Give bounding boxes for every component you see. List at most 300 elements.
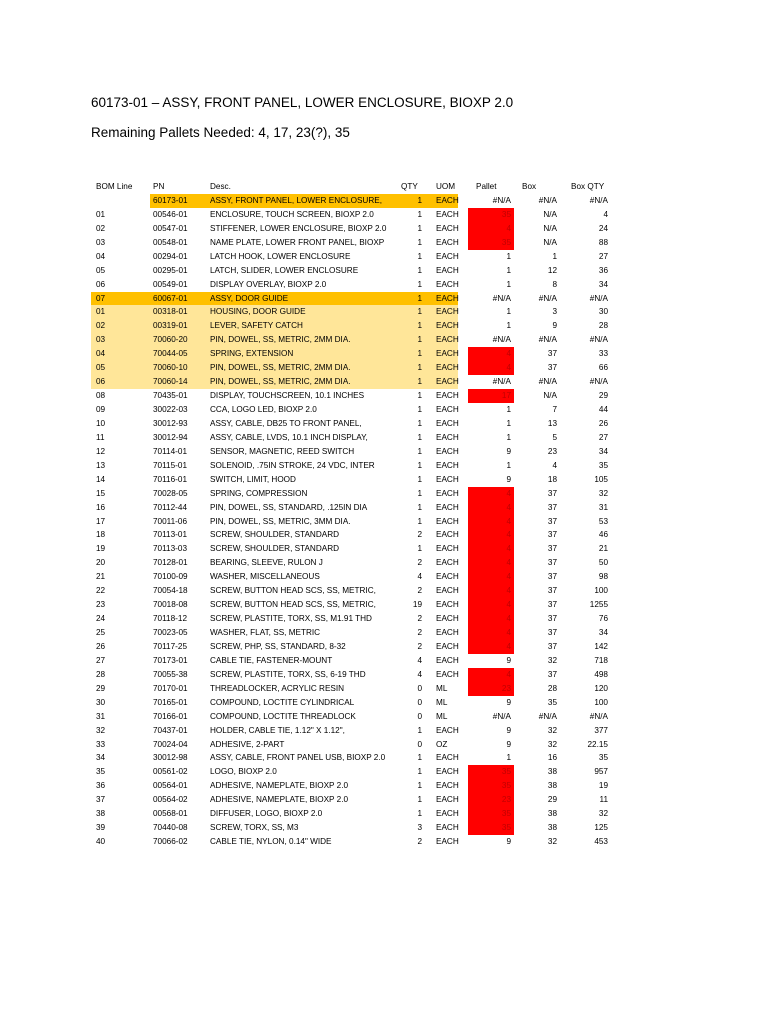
pn-cell: 70024-04 (153, 739, 188, 749)
box-cell: 28 (547, 683, 557, 693)
desc-cell: SWITCH, LIMIT, HOOD (210, 474, 296, 484)
uom-cell: EACH (436, 265, 459, 275)
box-cell: 32 (547, 655, 557, 665)
table-row (0, 292, 768, 306)
box-cell: 37 (547, 586, 557, 596)
box-cell: 37 (547, 558, 557, 568)
pn-cell: 70060-14 (153, 377, 188, 387)
uom-cell: EACH (436, 335, 459, 345)
table-row (0, 459, 768, 473)
box-cell: 37 (547, 600, 557, 610)
desc-cell: COMPOUND, LOCTITE CYLINDRICAL (210, 697, 355, 707)
pallet-cell: 4 (468, 501, 514, 515)
box-qty-cell: 44 (598, 405, 608, 414)
desc-cell: LATCH HOOK, LOWER ENCLOSURE (210, 251, 351, 261)
pallet-cell: #N/A (492, 293, 511, 303)
desc-cell: CCA, LOGO LED, BIOXP 2.0 (210, 405, 317, 414)
box-cell: N/A (543, 391, 557, 401)
qty-cell: 1 (417, 502, 422, 512)
desc-cell: SCREW, BUTTON HEAD SCS, SS, METRIC, (210, 600, 376, 610)
box-qty-cell: 22.15 (587, 739, 608, 749)
box-cell: 12 (547, 265, 557, 275)
box-cell: 37 (547, 363, 557, 373)
box-qty-cell: 30 (598, 307, 608, 317)
uom-cell: EACH (436, 405, 459, 414)
pn-cell: 70023-05 (153, 628, 188, 637)
desc-cell: SENSOR, MAGNETIC, REED SWITCH (210, 446, 355, 456)
box-qty-cell: 27 (598, 432, 608, 442)
qty-cell: 1 (417, 544, 422, 554)
bom-line-cell: 33 (96, 739, 106, 749)
box-qty-cell: 35 (598, 460, 608, 470)
document-title: 60173-01 – ASSY, FRONT PANEL, LOWER ENCLOSURE, BIOXP 2.0 (91, 95, 514, 110)
table-row (0, 682, 768, 696)
box-cell: 35 (547, 697, 557, 707)
header-box: Box (522, 182, 537, 191)
desc-cell: SCREW, TORX, SS, M3 (210, 823, 299, 833)
qty-cell: 1 (417, 377, 422, 387)
box-cell: 37 (547, 641, 557, 651)
box-qty-cell: 100 (594, 697, 608, 707)
uom-cell: EACH (436, 446, 459, 456)
table-row (0, 598, 768, 612)
bom-line-cell: 04 (96, 251, 106, 261)
pallet-cell: 35 (468, 765, 514, 779)
desc-cell: PIN, DOWEL, SS, METRIC, 2MM DIA. (210, 335, 351, 345)
pn-cell: 60067-01 (153, 293, 188, 303)
bom-line-cell: 25 (96, 628, 106, 637)
pallet-cell: #N/A (492, 335, 511, 345)
box-qty-cell: 26 (598, 418, 608, 428)
table-row (0, 640, 768, 654)
uom-cell: EACH (436, 418, 459, 428)
bom-line-cell: 32 (96, 725, 106, 735)
box-cell: 29 (547, 795, 557, 805)
uom-cell: EACH (436, 600, 459, 610)
bom-line-cell: 29 (96, 683, 106, 693)
uom-cell: EACH (436, 767, 459, 777)
table-row (0, 612, 768, 626)
table-row (0, 835, 768, 849)
pn-cell: 70055-38 (153, 669, 188, 679)
pallet-cell: 4 (468, 668, 514, 682)
uom-cell: EACH (436, 614, 459, 624)
uom-cell: EACH (436, 544, 459, 554)
uom-cell: EACH (436, 586, 459, 596)
pn-cell: 70173-01 (153, 655, 188, 665)
uom-cell: EACH (436, 223, 459, 233)
box-qty-cell: 34 (598, 446, 608, 456)
desc-cell: ASSY, DOOR GUIDE (210, 293, 289, 303)
pallet-cell: 4 (468, 347, 514, 361)
pallet-cell: 1 (506, 321, 511, 331)
pallet-cell: 1 (506, 251, 511, 261)
qty-cell: 1 (417, 474, 422, 484)
bom-line-cell: 40 (96, 837, 106, 847)
bom-line-cell: 20 (96, 558, 106, 568)
uom-cell: EACH (436, 488, 459, 498)
box-cell: 38 (547, 781, 557, 791)
desc-cell: PIN, DOWEL, SS, METRIC, 2MM DIA. (210, 377, 351, 387)
bom-line-cell: 21 (96, 572, 106, 582)
pallet-cell: 4 (468, 570, 514, 584)
qty-cell: 1 (417, 391, 422, 401)
bom-line-cell: 03 (96, 335, 106, 345)
desc-cell: THREADLOCKER, ACRYLIC RESIN (210, 683, 345, 693)
qty-cell: 2 (417, 837, 422, 847)
table-row (0, 236, 768, 250)
table-row (0, 570, 768, 584)
pn-cell: 70166-01 (153, 711, 188, 721)
bom-line-cell: 09 (96, 405, 106, 414)
box-qty-cell: #N/A (589, 293, 608, 303)
pn-cell: 00548-01 (153, 237, 188, 247)
qty-cell: 1 (417, 209, 422, 219)
pn-cell: 70066-02 (153, 837, 188, 847)
box-cell: 37 (547, 669, 557, 679)
table-row (0, 361, 768, 375)
qty-cell: 3 (417, 823, 422, 833)
uom-cell: EACH (436, 823, 459, 833)
pn-cell: 00318-01 (153, 307, 188, 317)
table-row (0, 194, 768, 208)
table-row (0, 751, 768, 765)
pn-cell: 70112-44 (153, 502, 187, 512)
bom-line-cell: 11 (96, 432, 105, 442)
box-cell: 8 (552, 279, 557, 289)
qty-cell: 1 (417, 293, 422, 303)
pallet-cell: 1 (506, 460, 511, 470)
bom-line-cell: 30 (96, 697, 106, 707)
bom-line-cell: 23 (96, 600, 106, 610)
bom-line-cell: 03 (96, 237, 106, 247)
box-cell: 37 (547, 572, 557, 582)
box-qty-cell: 28 (598, 321, 608, 331)
box-cell: #N/A (538, 293, 557, 303)
qty-cell: 1 (417, 279, 422, 289)
bom-line-cell: 26 (96, 641, 106, 651)
box-cell: 37 (547, 516, 557, 526)
header-pallet: Pallet (476, 182, 497, 191)
box-qty-cell: 21 (598, 544, 608, 554)
bom-line-cell: 38 (96, 809, 106, 819)
uom-cell: EACH (436, 572, 459, 582)
box-cell: N/A (543, 223, 557, 233)
box-qty-cell: 50 (598, 558, 608, 568)
bom-line-cell: 05 (96, 265, 106, 275)
uom-cell: EACH (436, 502, 459, 512)
table-row (0, 501, 768, 515)
uom-cell: EACH (436, 753, 459, 763)
box-cell: 16 (547, 753, 557, 763)
qty-cell: 4 (417, 655, 422, 665)
desc-cell: STIFFENER, LOWER ENCLOSURE, BIOXP 2.0 (210, 223, 387, 233)
box-cell: #N/A (538, 377, 557, 387)
table-row (0, 319, 768, 333)
box-qty-cell: 105 (594, 474, 608, 484)
table-row (0, 779, 768, 793)
table-row (0, 389, 768, 403)
qty-cell: 1 (417, 432, 422, 442)
table-row (0, 710, 768, 724)
uom-cell: EACH (436, 237, 459, 247)
uom-cell: EACH (436, 781, 459, 791)
bom-line-cell: 04 (96, 349, 106, 359)
table-row (0, 542, 768, 556)
desc-cell: WASHER, MISCELLANEOUS (210, 572, 320, 582)
bom-table (0, 180, 768, 849)
qty-cell: 1 (417, 725, 422, 735)
desc-cell: ASSY, CABLE, FRONT PANEL USB, BIOXP 2.0 (210, 753, 386, 763)
box-qty-cell: 29 (598, 391, 608, 401)
qty-cell: 1 (417, 809, 422, 819)
uom-cell: EACH (436, 641, 459, 651)
qty-cell: 1 (417, 363, 422, 373)
pn-cell: 70060-20 (153, 335, 188, 345)
qty-cell: 2 (417, 628, 422, 637)
pallet-cell: 35 (468, 779, 514, 793)
qty-cell: 2 (417, 586, 422, 596)
pallet-cell: 4 (468, 542, 514, 556)
desc-cell: LATCH, SLIDER, LOWER ENCLOSURE (210, 265, 359, 275)
pn-cell: 70170-01 (153, 683, 188, 693)
pallet-cell: 1 (506, 265, 511, 275)
box-qty-cell: 36 (598, 265, 608, 275)
qty-cell: 1 (417, 195, 422, 205)
box-cell: 1 (552, 251, 557, 261)
bom-table-header (0, 180, 768, 194)
box-qty-cell: 142 (594, 641, 608, 651)
box-cell: 32 (547, 837, 557, 847)
box-cell: #N/A (538, 711, 557, 721)
pallet-cell: 4 (468, 598, 514, 612)
pn-cell: 30012-94 (153, 432, 188, 442)
box-qty-cell: 34 (598, 628, 608, 637)
box-cell: 9 (552, 321, 557, 331)
pallet-cell: 9 (506, 837, 511, 847)
pn-cell: 00561-02 (153, 767, 188, 777)
desc-cell: LEVER, SAFETY CATCH (210, 321, 303, 331)
pn-cell: 70113-01 (153, 530, 187, 540)
desc-cell: ASSY, FRONT PANEL, LOWER ENCLOSURE, (210, 195, 382, 205)
table-row (0, 626, 768, 640)
box-qty-cell: 11 (599, 795, 608, 805)
box-cell: 38 (547, 823, 557, 833)
uom-cell: OZ (436, 739, 448, 749)
bom-line-cell: 19 (96, 544, 106, 554)
pallet-cell: 1 (506, 279, 511, 289)
table-row (0, 487, 768, 501)
remaining-pallets-note: Remaining Pallets Needed: 4, 17, 23(?), 35 (91, 125, 350, 140)
pallet-cell: 4 (468, 612, 514, 626)
pallet-cell: #N/A (492, 195, 511, 205)
pallet-cell: 9 (506, 697, 511, 707)
bom-line-cell: 02 (96, 223, 106, 233)
qty-cell: 1 (417, 265, 422, 275)
qty-cell: 0 (417, 683, 422, 693)
box-cell: 18 (547, 474, 557, 484)
uom-cell: EACH (436, 558, 459, 568)
header-bom-line: BOM Line (96, 182, 133, 191)
box-cell: 3 (552, 307, 557, 317)
box-qty-cell: 19 (598, 781, 608, 791)
box-qty-cell: 100 (594, 586, 608, 596)
box-qty-cell: 31 (598, 502, 608, 512)
box-cell: #N/A (538, 195, 557, 205)
pn-cell: 70114-01 (153, 446, 187, 456)
box-cell: 37 (547, 628, 557, 637)
table-row (0, 724, 768, 738)
qty-cell: 1 (417, 418, 422, 428)
qty-cell: 1 (417, 795, 422, 805)
desc-cell: HOUSING, DOOR GUIDE (210, 307, 306, 317)
box-qty-cell: 957 (594, 767, 608, 777)
desc-cell: SCREW, SHOULDER, STANDARD (210, 530, 340, 540)
uom-cell: EACH (436, 195, 459, 205)
table-row (0, 417, 768, 431)
uom-cell: EACH (436, 251, 459, 261)
pallet-cell: 4 (468, 626, 514, 640)
desc-cell: ADHESIVE, 2-PART (210, 739, 285, 749)
box-cell: 7 (552, 405, 557, 414)
qty-cell: 1 (417, 488, 422, 498)
box-qty-cell: 76 (598, 614, 608, 624)
uom-cell: EACH (436, 516, 459, 526)
box-cell: 5 (552, 432, 557, 442)
uom-cell: ML (436, 697, 448, 707)
pallet-cell: 1 (506, 418, 511, 428)
header-box-qty: Box QTY (571, 182, 605, 191)
table-row (0, 403, 768, 417)
pallet-cell: 9 (506, 739, 511, 749)
desc-cell: WASHER, FLAT, SS, METRIC (210, 628, 321, 637)
box-qty-cell: 53 (598, 516, 608, 526)
qty-cell: 4 (417, 669, 422, 679)
qty-cell: 0 (417, 697, 422, 707)
qty-cell: 2 (417, 558, 422, 568)
pallet-cell: 4 (468, 528, 514, 542)
box-cell: 37 (547, 488, 557, 498)
bom-line-cell: 08 (96, 391, 106, 401)
pn-cell: 70054-18 (153, 586, 188, 596)
pallet-cell: 23 (468, 682, 514, 696)
bom-line-cell: 35 (96, 767, 106, 777)
table-row (0, 584, 768, 598)
box-qty-cell: 34 (598, 279, 608, 289)
qty-cell: 1 (417, 335, 422, 345)
qty-cell: 1 (417, 460, 422, 470)
bom-line-cell: 05 (96, 363, 106, 373)
qty-cell: 1 (417, 781, 422, 791)
header-uom: UOM (436, 182, 456, 191)
bom-line-cell: 37 (96, 795, 106, 805)
desc-cell: SPRING, EXTENSION (210, 349, 294, 359)
uom-cell: EACH (436, 377, 459, 387)
box-qty-cell: 66 (598, 363, 608, 373)
table-row (0, 821, 768, 835)
pn-cell: 00564-01 (153, 781, 188, 791)
box-qty-cell: 498 (594, 669, 608, 679)
bom-line-cell: 06 (96, 279, 106, 289)
uom-cell: EACH (436, 725, 459, 735)
box-cell: 37 (547, 502, 557, 512)
bom-line-cell: 07 (96, 293, 106, 303)
box-qty-cell: 125 (594, 823, 608, 833)
table-row (0, 445, 768, 459)
box-cell: 38 (547, 809, 557, 819)
table-row (0, 696, 768, 710)
box-qty-cell: 35 (598, 753, 608, 763)
desc-cell: SOLENOID, .75IN STROKE, 24 VDC, INTER (210, 460, 375, 470)
pallet-cell: 35 (468, 208, 514, 222)
pallet-cell: 9 (506, 474, 511, 484)
pn-cell: 00295-01 (153, 265, 188, 275)
box-qty-cell: 377 (594, 725, 608, 735)
box-cell: 37 (547, 614, 557, 624)
desc-cell: COMPOUND, LOCTITE THREADLOCK (210, 711, 356, 721)
desc-cell: ASSY, CABLE, DB25 TO FRONT PANEL, (210, 418, 362, 428)
qty-cell: 2 (417, 641, 422, 651)
desc-cell: SCREW, SHOULDER, STANDARD (210, 544, 340, 554)
box-qty-cell: 4 (603, 209, 608, 219)
qty-cell: 1 (417, 237, 422, 247)
desc-cell: CABLE TIE, NYLON, 0.14" WIDE (210, 837, 332, 847)
desc-cell: ADHESIVE, NAMEPLATE, BIOXP 2.0 (210, 795, 349, 805)
bom-line-cell: 06 (96, 377, 106, 387)
pallet-cell: #N/A (492, 377, 511, 387)
uom-cell: EACH (436, 460, 459, 470)
header-pn: PN (153, 182, 165, 191)
bom-line-cell: 22 (96, 586, 106, 596)
desc-cell: ADHESIVE, NAMEPLATE, BIOXP 2.0 (210, 781, 349, 791)
table-row (0, 515, 768, 529)
pn-cell: 70165-01 (153, 697, 188, 707)
table-row (0, 793, 768, 807)
pallet-cell: 35 (468, 821, 514, 835)
pn-cell: 60173-01 (153, 195, 188, 205)
desc-cell: LOGO, BIOXP 2.0 (210, 767, 277, 777)
pallet-cell: 35 (468, 807, 514, 821)
box-qty-cell: #N/A (589, 335, 608, 345)
pn-cell: 70018-08 (153, 600, 188, 610)
qty-cell: 1 (417, 223, 422, 233)
pn-cell: 70100-09 (153, 572, 188, 582)
desc-cell: PIN, DOWEL, SS, METRIC, 2MM DIA. (210, 363, 351, 373)
table-row (0, 473, 768, 487)
table-row (0, 807, 768, 821)
box-qty-cell: 32 (598, 809, 608, 819)
box-cell: 32 (547, 725, 557, 735)
uom-cell: EACH (436, 209, 459, 219)
pallet-cell: 1 (506, 307, 511, 317)
box-cell: 37 (547, 530, 557, 540)
bom-line-cell: 36 (96, 781, 106, 791)
table-row (0, 375, 768, 389)
box-qty-cell: 88 (598, 237, 608, 247)
pn-cell: 70116-01 (153, 474, 187, 484)
pallet-cell: 9 (506, 725, 511, 735)
uom-cell: EACH (436, 432, 459, 442)
desc-cell: SCREW, PLASTITE, TORX, SS, 6-19 THD (210, 669, 366, 679)
pn-cell: 70440-08 (153, 823, 188, 833)
box-qty-cell: 718 (594, 655, 608, 665)
desc-cell: DISPLAY OVERLAY, BIOXP 2.0 (210, 279, 327, 289)
pallet-cell: 1 (506, 432, 511, 442)
box-qty-cell: 27 (598, 251, 608, 261)
box-cell: 32 (547, 739, 557, 749)
pallet-cell: 4 (468, 515, 514, 529)
box-cell: N/A (543, 209, 557, 219)
